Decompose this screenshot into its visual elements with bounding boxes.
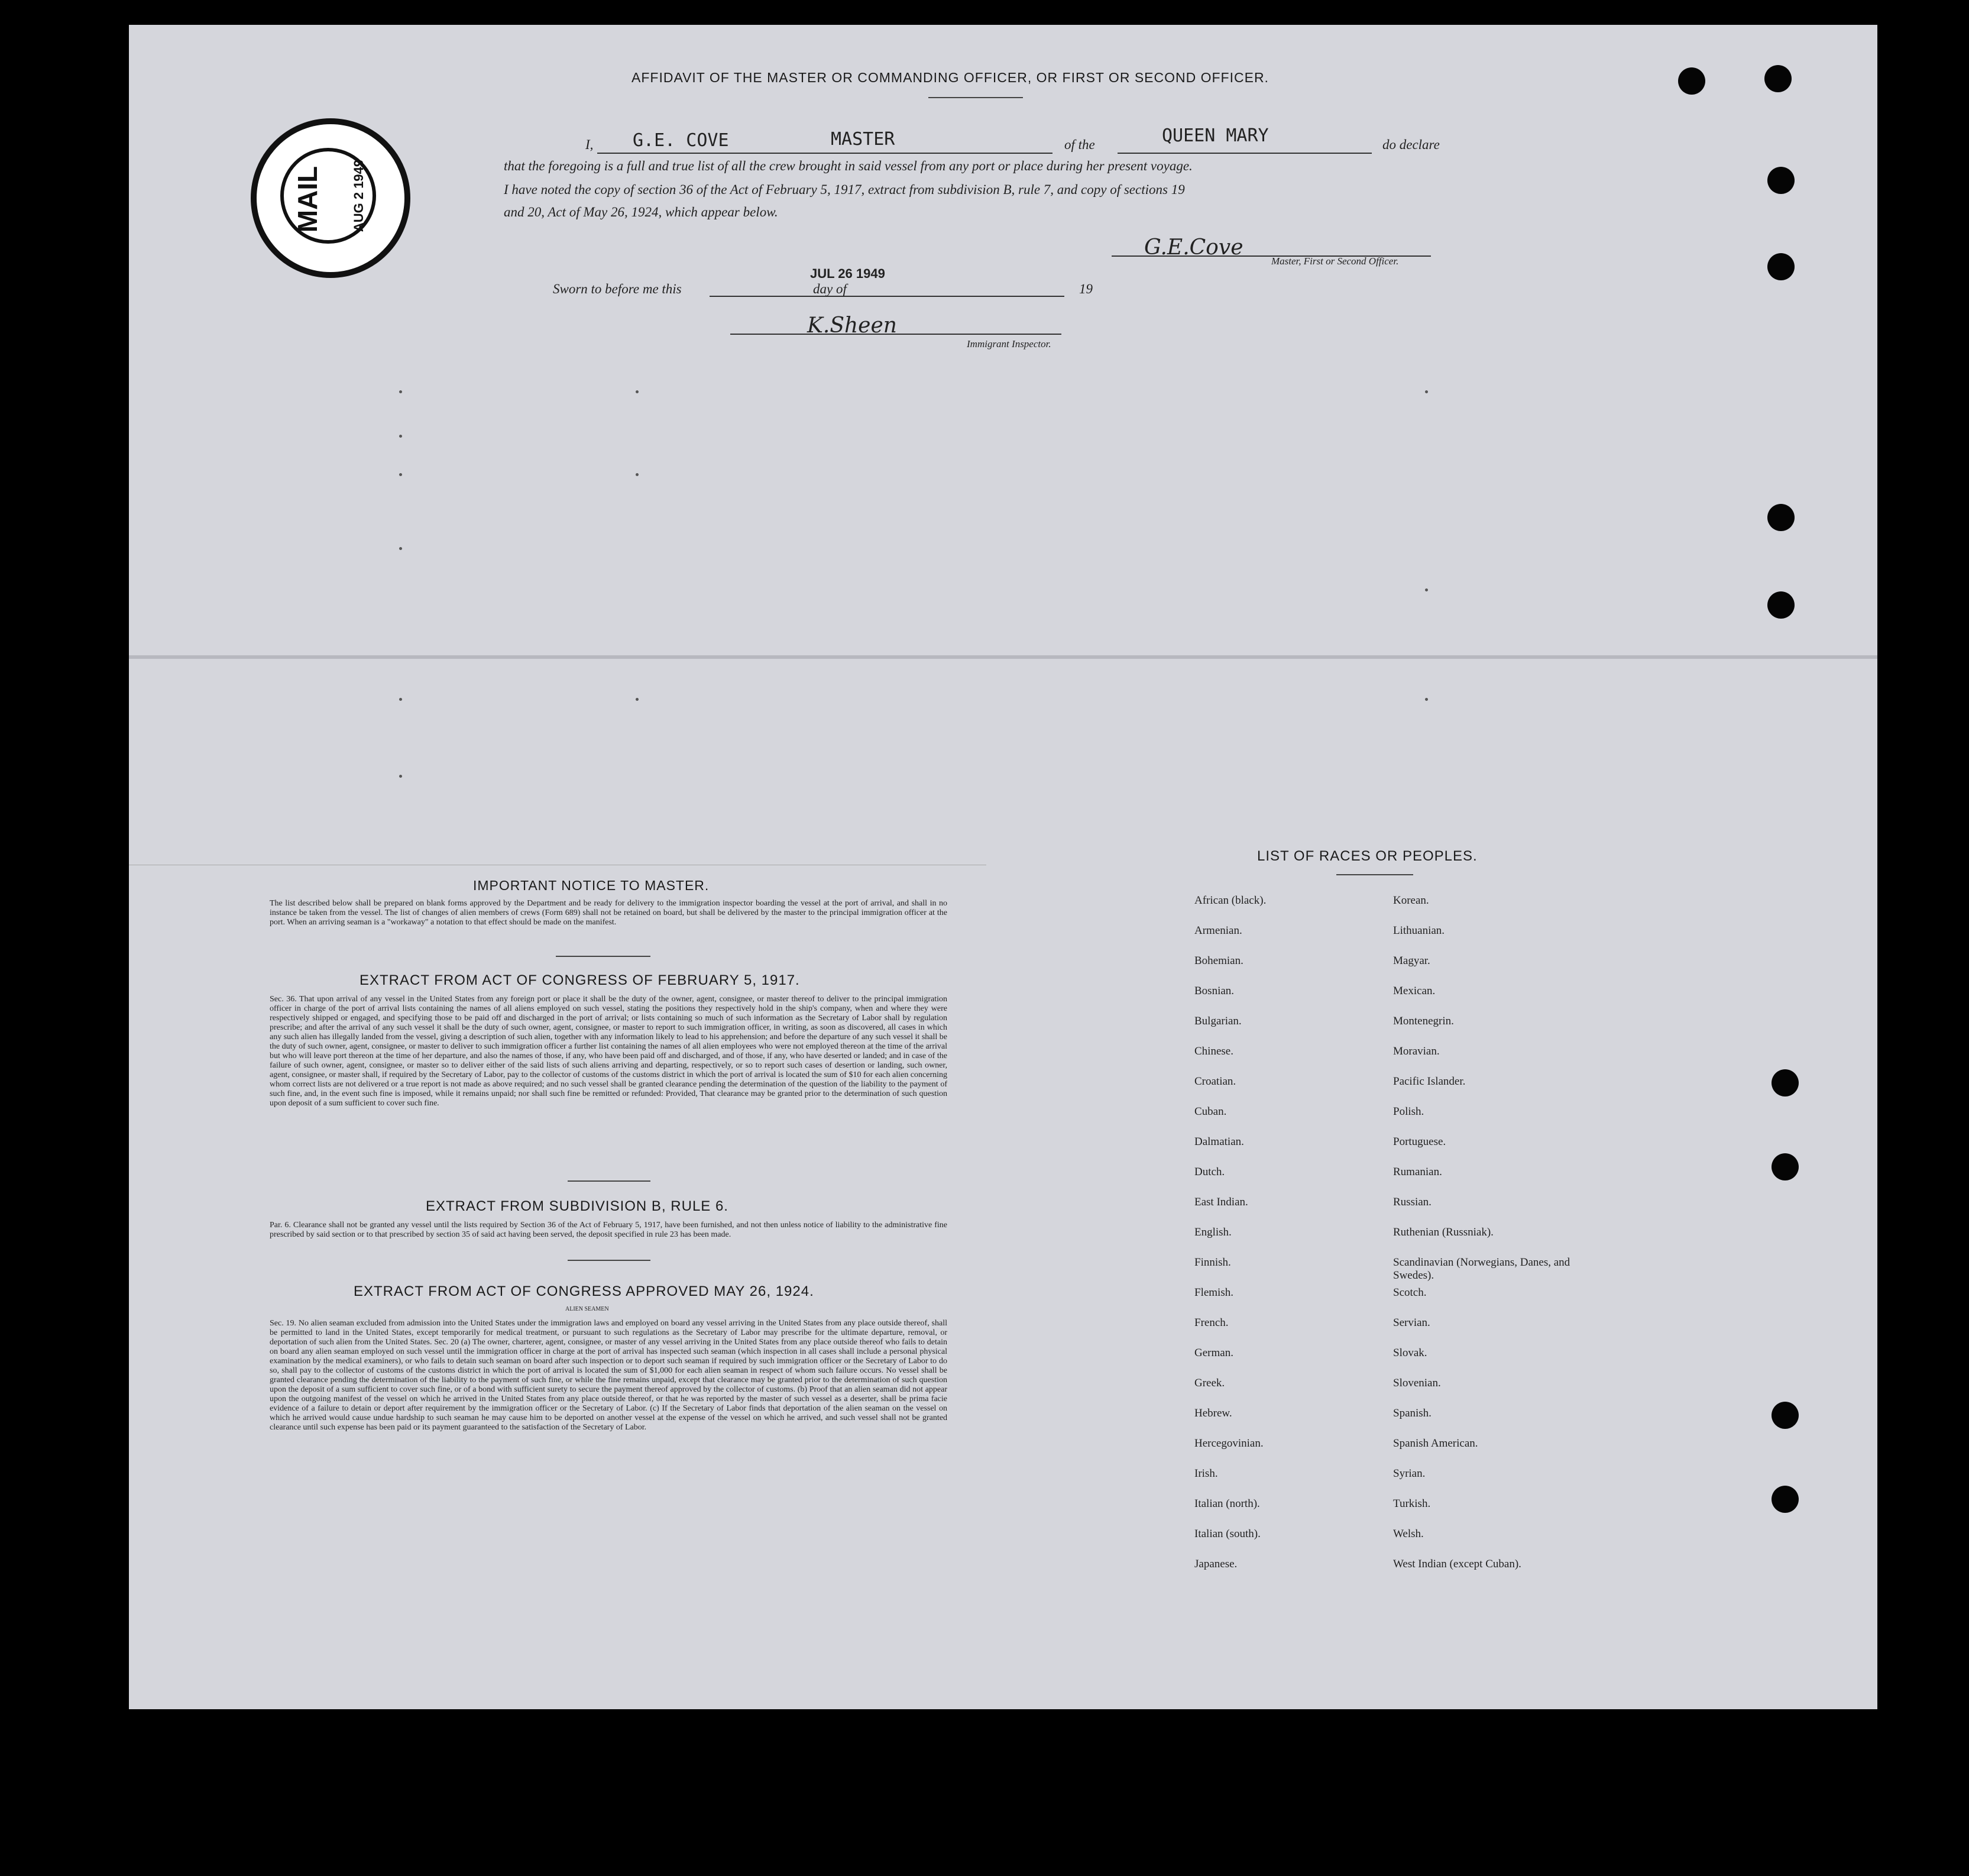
section-rule <box>568 1180 650 1182</box>
extract-1917-title: EXTRACT FROM ACT OF CONGRESS OF FEBRUARY 5, 1917. <box>360 972 800 988</box>
row-dot <box>399 435 402 438</box>
extract-1917-body: Sec. 36. That upon arrival of any vessel in the United States from any foreign port or place it shall be the duty of the owner, agent, consignee, or master thereof to deliver to the principal immigration officer in charge of the port of arrival lists containing the names of all aliens employed on such vessel, stating the positions they respectively hold in the ship's company, when and where they were respectively shipped or engaged, and specifying those to be paid off and discharged in the port of arrival; or lists containing so much of such information as the Secretary of Labor shall by regulation prescribe; and after the arrival of any such vessel it shall be the duty of such owner, agent, consignee, or master to report to such immigration officer, in writing, as soon as discovered, all cases in which any such alien has illegally landed from the vessel, giving a description of such alien, together with any information likely to lead to his apprehension; and before the departure of any such vessel it shall be the duty of such owner, agent, consignee, or master to deliver to such immigration officer a further list containing the names of all alien employees who were not employed thereon at the time of the arrival but who will leave port thereon at the time of her departure, and also the names of those, if any, who have been paid off and discharged, and of those, if any, who have deserted or landed; and in case of the failure of such owner, agent, consignee, or master so to deliver either of the said lists of such aliens arriving and departing, respectively, or so to report such cases of desertion or landing, such owner, agent, consignee, or master shall, if required by the Secretary of Labor, pay to the collector of customs of the customs district in which the port of arrival is located the sum of $10 for each alien concerning whom correct lists are not delivered or a true report is not made as above required; and no such vessel shall be granted clearance pending the determination of the question of the liability to the payment of such fine, and, in the event such fine is imposed, while it remains unpaid; nor shall such fine be remitted or refunded: Provided, That clearance may be granted prior to the determination of such question upon deposit of a sum sufficient to cover such fine. <box>270 995 947 1108</box>
race-item: Pacific Islander. <box>1393 1075 1466 1088</box>
master-signature: G.E.Cove <box>1144 235 1243 260</box>
race-item: Montenegrin. <box>1393 1015 1454 1027</box>
notice-body: The list described below shall be prepared on blank forms approved by the Department and be ready for delivery to the immigration inspector boarding the vessel at the port of arrival, and shall in no instance be taken from the vessel. The list of changes of alien members of crews (Form 689) shall not be retained on board, but shall be delivered by the master to the principal immigration officer at the port. When an arriving seaman is a "workaway" a notation to that effect should be made on the manifest. <box>270 899 947 927</box>
mail-postmark-stamp <box>251 118 410 278</box>
signature-caption: Master, First or Second Officer. <box>1271 255 1399 267</box>
punch-hole <box>1767 167 1795 194</box>
race-item: Spanish American. <box>1393 1437 1478 1450</box>
day-of-label: day of <box>813 282 847 296</box>
do-declare-label: do declare <box>1382 137 1440 152</box>
race-item: Mexican. <box>1393 985 1436 997</box>
inspector-caption: Immigrant Inspector. <box>967 338 1051 350</box>
row-dot <box>1425 390 1428 393</box>
punch-hole <box>1767 504 1795 531</box>
row-dot <box>636 473 639 476</box>
punch-hole <box>1772 1486 1799 1513</box>
section-rule <box>568 1260 650 1261</box>
race-item: Dalmatian. <box>1194 1136 1244 1148</box>
race-item: West Indian (except Cuban). <box>1393 1558 1521 1570</box>
row-dot <box>636 390 639 393</box>
affidavit-title: AFFIDAVIT OF THE MASTER OR COMMANDING OFFICER, OR FIRST OR SECOND OFFICER. <box>631 70 1269 85</box>
affidavit-i: I, <box>585 137 594 152</box>
row-dot <box>399 390 402 393</box>
row-dot <box>399 698 402 701</box>
race-item: German. <box>1194 1347 1233 1359</box>
manifest-sheet <box>129 25 1877 1709</box>
race-item: Bohemian. <box>1194 955 1243 967</box>
inspector-signature: K.Sheen <box>807 313 897 338</box>
race-item: Slovak. <box>1393 1347 1427 1359</box>
race-item: Hebrew. <box>1194 1407 1232 1419</box>
race-item: Scotch. <box>1393 1286 1427 1299</box>
master-name: G.E. COVE <box>633 130 729 151</box>
affidavit-line-3: I have noted the copy of section 36 of the Act of February 5, 1917, extract from subdivision B, rule 7, and copy of sections 19 <box>504 182 1185 197</box>
race-item: Flemish. <box>1194 1286 1233 1299</box>
race-item: Hercegovinian. <box>1194 1437 1264 1450</box>
punch-hole <box>1767 253 1795 280</box>
vessel-name: QUEEN MARY <box>1162 125 1269 146</box>
race-item: Dutch. <box>1194 1166 1225 1178</box>
race-item: Scandinavian (Norwegians, Danes, and Swedes). <box>1393 1256 1570 1282</box>
of-the-label: of the <box>1064 137 1095 152</box>
subdivision-body: Par. 6. Clearance shall not be granted any vessel until the lists required by Section 36 of the Act of February 5, 1917, have been furnished, and not then unless notice of liability to the administrative fine prescribed by said section or to that prescribed by section 35 of said act having been served, the deposit specified in rule 23 has been made. <box>270 1221 947 1239</box>
race-item: Rumanian. <box>1393 1166 1442 1178</box>
affidavit-line-4: and 20, Act of May 26, 1924, which appear below. <box>504 205 778 219</box>
race-item: Finnish. <box>1194 1256 1231 1269</box>
stamp-mail-text: MAIL <box>292 166 323 233</box>
stamp-date-text: AUG 2 1949 <box>351 159 367 232</box>
race-item: Cuban. <box>1194 1105 1227 1118</box>
extract-1924-title: EXTRACT FROM ACT OF CONGRESS APPROVED MAY 26, 1924. <box>354 1283 814 1299</box>
race-item: Portuguese. <box>1393 1136 1446 1148</box>
race-item: Greek. <box>1194 1377 1225 1389</box>
notice-title: IMPORTANT NOTICE TO MASTER. <box>473 878 710 893</box>
punch-hole <box>1772 1402 1799 1429</box>
extract-1924-subtitle: ALIEN SEAMEN <box>565 1306 609 1312</box>
year-label: 19 <box>1079 282 1093 296</box>
row-dot <box>636 698 639 701</box>
section-rule <box>556 956 650 957</box>
race-item: Bosnian. <box>1194 985 1235 997</box>
master-rank: MASTER <box>831 129 895 150</box>
races-title: LIST OF RACES OR PEOPLES. <box>1257 848 1478 864</box>
race-item: English. <box>1194 1226 1232 1238</box>
race-item: East Indian. <box>1194 1196 1248 1208</box>
race-item: Italian (north). <box>1194 1497 1260 1510</box>
race-item: Polish. <box>1393 1105 1424 1118</box>
punch-hole <box>1772 1153 1799 1180</box>
inspector-line <box>730 334 1061 335</box>
sworn-date-stamp: JUL 26 1949 <box>810 266 885 281</box>
race-item: Spanish. <box>1393 1407 1432 1419</box>
punch-hole <box>1767 591 1795 619</box>
fold-stripe <box>129 655 1877 659</box>
affidavit-line-2: that the foregoing is a full and true list of all the crew brought in said vessel from any port or place during her present voyage. <box>504 159 1193 173</box>
races-rule <box>1336 874 1413 875</box>
race-item: Armenian. <box>1194 924 1242 937</box>
race-item: Magyar. <box>1393 955 1430 967</box>
race-item: African (black). <box>1194 894 1267 907</box>
row-dot <box>1425 698 1428 701</box>
punch-hole <box>1772 1069 1799 1097</box>
race-item: Korean. <box>1393 894 1429 907</box>
race-item: Slovenian. <box>1393 1377 1441 1389</box>
race-item: Ruthenian (Russniak). <box>1393 1226 1494 1238</box>
race-item: Bulgarian. <box>1194 1015 1242 1027</box>
race-item: Moravian. <box>1393 1045 1440 1057</box>
race-item: Irish. <box>1194 1467 1218 1480</box>
row-dot <box>399 775 402 778</box>
extract-1924-body: Sec. 19. No alien seaman excluded from admission into the United States under the immigration laws and employed on board any vessel arriving in the United States from any place outside thereof, shall be permitted to land in the United States, except temporarily for medical treatment, or pursuant to such regulations as the Secretary of Labor may prescribe for the ultimate departure, removal, or deportation of such alien from the United States. Sec. 20 (a) The owner, charterer, agent, consignee, or master of any vessel arriving in the United States from any place outside thereof who fails to detain on board any alien seaman employed on such vessel until the immigration officer in charge at the port of arrival has inspected such seaman (which inspection in all cases shall include a personal physical examination by the medical examiners), or who fails to detain such seaman on board after such inspection or to deport such seaman if required by such immigration officer or the Secretary of Labor to do so, shall pay to the collector of customs of the customs district in which the port of arrival is located the sum of $1,000 for each alien seaman in respect of whom such failure occurs. No vessel shall be granted clearance pending the determination of the liability to the payment of such fine, or while the fine remains unpaid, except that clearance may be granted prior to the determination of such question upon the deposit of a sum sufficient to cover such fine, or of a bond with sufficient surety to secure the payment thereof approved by the collector of customs. (b) Proof that an alien seaman did not appear upon the outgoing manifest of the vessel on which he arrived in the United States from any place outside thereof, or that he was reported by the master of such vessel as a deserter, shall be prima facie evidence of a failure to detain or deport after requirement by the immigration officer or the Secretary of Labor. (c) If the Secretary of Labor finds that deportation of the alien seaman on the vessel on which he arrived would cause undue hardship to such seaman he may cause him to be deported on another vessel at the expense of the vessel on which he arrived, and such vessel shall not be granted clearance until such expense has been paid or its payment guaranteed to the satisfaction of the Secretary of Labor. <box>270 1319 947 1432</box>
race-item: French. <box>1194 1317 1229 1329</box>
punch-hole <box>1678 67 1705 95</box>
race-item: Syrian. <box>1393 1467 1426 1480</box>
subdivision-title: EXTRACT FROM SUBDIVISION B, RULE 6. <box>426 1198 728 1214</box>
race-item: Italian (south). <box>1194 1528 1261 1540</box>
race-item: Servian. <box>1393 1317 1430 1329</box>
race-item: Russian. <box>1393 1196 1432 1208</box>
vessel-line <box>1118 153 1372 154</box>
sworn-line <box>710 296 1064 297</box>
race-item: Lithuanian. <box>1393 924 1445 937</box>
row-dot <box>399 473 402 476</box>
name-line <box>597 153 1052 154</box>
sworn-label: Sworn to before me this <box>553 282 682 296</box>
row-dot <box>1425 588 1428 591</box>
race-item: Turkish. <box>1393 1497 1431 1510</box>
row-dot <box>399 547 402 550</box>
punch-hole <box>1764 65 1792 92</box>
race-item: Japanese. <box>1194 1558 1238 1570</box>
title-rule <box>928 97 1023 98</box>
race-item: Welsh. <box>1393 1528 1424 1540</box>
race-item: Croatian. <box>1194 1075 1236 1088</box>
race-item: Chinese. <box>1194 1045 1233 1057</box>
